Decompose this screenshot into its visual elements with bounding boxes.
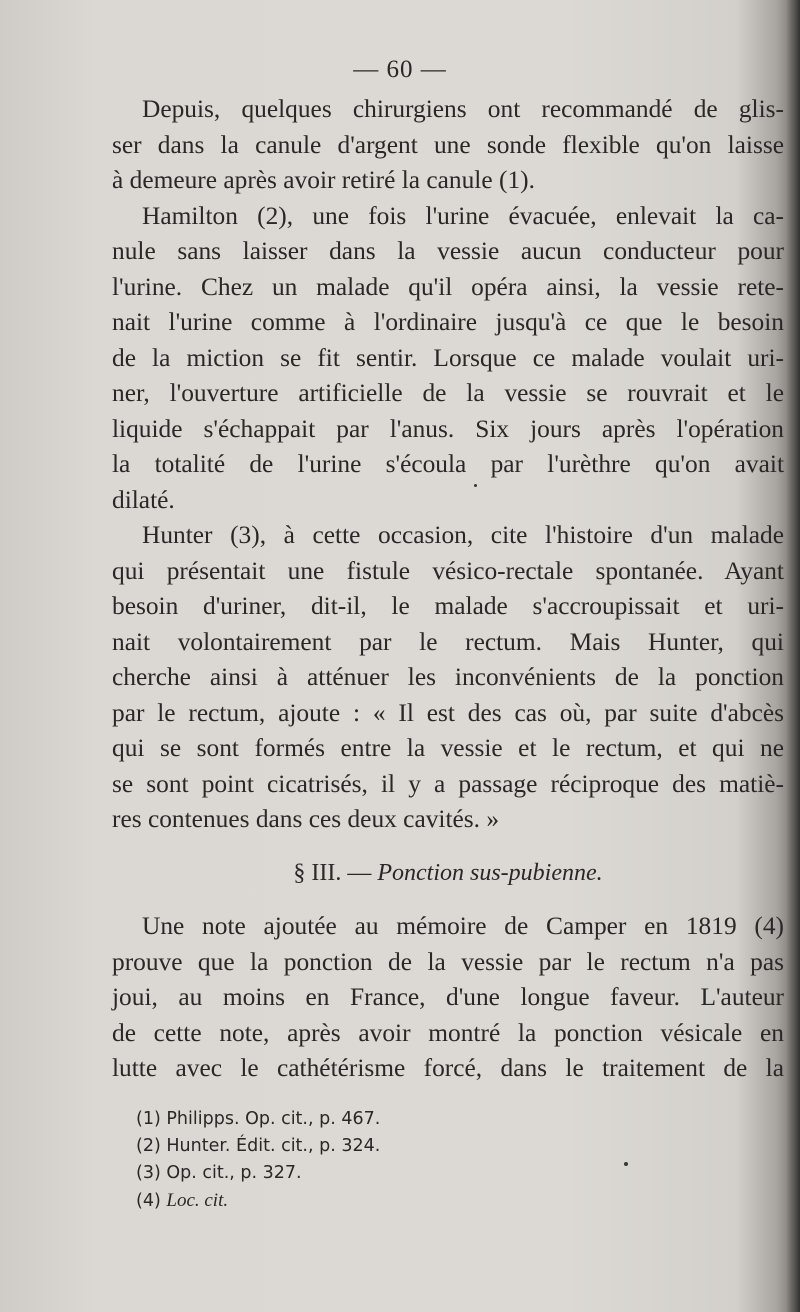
footnote-mark: (3) bbox=[136, 1163, 161, 1183]
footnote bbox=[136, 1106, 536, 1133]
text-line: Hunter (3), à cette occasion, cite l'histoire d'un malade bbox=[142, 521, 784, 549]
ink-speck bbox=[624, 1162, 628, 1166]
text-line: qui se sont formés entre la vessie et le rectum, et qui ne bbox=[112, 734, 784, 762]
footnote-mark: (4) bbox=[136, 1191, 161, 1211]
text-line: lutte avec le cathétérisme forcé, dans le traitement de la bbox=[112, 1054, 784, 1082]
body-text bbox=[112, 92, 784, 1087]
text-line: nule sans laisser dans la vessie aucun conducteur pour bbox=[112, 237, 784, 265]
footnote-text: Loc. cit. bbox=[166, 1190, 229, 1211]
text-line: qui présentait une fistule vésico-rectale spontanée. Ayant bbox=[112, 556, 784, 585]
page-edge-shadow bbox=[786, 0, 800, 1312]
footnote bbox=[136, 1187, 536, 1215]
footnote-mark: (2) bbox=[136, 1136, 161, 1156]
paragraph-4 bbox=[112, 909, 784, 1087]
section-number: § III. — bbox=[293, 859, 372, 886]
text-line: besoin d'uriner, dit-il, le malade s'accroupissait et uri- bbox=[112, 592, 784, 620]
footnote bbox=[136, 1160, 536, 1187]
text-line: Hamilton (2), une fois l'urine évacuée, enlevait la ca- bbox=[142, 201, 784, 230]
paragraph-2 bbox=[112, 199, 784, 519]
section-title: Ponction sus-pubienne. bbox=[377, 859, 603, 886]
footnotes bbox=[136, 1106, 536, 1215]
footnote bbox=[136, 1133, 536, 1160]
text-line: ner, l'ouverture artificielle de la vessie se rouvrait et le bbox=[112, 379, 784, 407]
text-line: res contenues dans ces deux cavités. » bbox=[112, 805, 500, 833]
text-line: prouve que la ponction de la vessie par le rectum n'a pas bbox=[112, 947, 784, 976]
text-line: à demeure après avoir retiré la canule (1). bbox=[112, 166, 535, 194]
ink-speck bbox=[474, 484, 477, 487]
text-line: dilaté. bbox=[112, 485, 175, 514]
footnote-text: Op. cit., p. 327. bbox=[166, 1163, 302, 1183]
section-heading bbox=[112, 856, 784, 892]
text-line: se sont point cicatrisés, il y a passage réciproque des matiè- bbox=[112, 769, 784, 798]
text-line: l'urine. Chez un malade qu'il opéra ainsi, la vessie rete- bbox=[112, 272, 784, 301]
text-line: joui, au moins en France, d'une longue faveur. L'auteur bbox=[112, 983, 784, 1011]
text-line: de cette note, après avoir montré la ponction vésicale en bbox=[112, 1018, 784, 1047]
text-line: par le rectum, ajoute : « Il est des cas où, par suite d'abcès bbox=[112, 698, 784, 727]
footnote-text: Philipps. Op. cit., p. 467. bbox=[166, 1109, 381, 1129]
text-line: nait volontairement par le rectum. Mais Hunter, qui bbox=[112, 627, 784, 656]
footnote-mark: (1) bbox=[136, 1109, 161, 1129]
text-line: cherche ainsi à atténuer les inconvénients de la ponction bbox=[112, 663, 784, 691]
text-line: Depuis, quelques chirurgiens ont recommandé de glis- bbox=[142, 95, 784, 123]
text-line: ser dans la canule d'argent une sonde flexible qu'on laisse bbox=[112, 130, 784, 159]
page-number: — 60 — bbox=[353, 56, 447, 83]
text-line: Une note ajoutée au mémoire de Camper en 1819 (4) bbox=[142, 912, 784, 940]
paragraph-3 bbox=[112, 518, 784, 838]
footnote-text: Hunter. Édit. cit., p. 324. bbox=[166, 1136, 381, 1156]
text-line: de la miction se fit sentir. Lorsque ce malade voulait uri- bbox=[112, 343, 784, 372]
text-line: nait l'urine comme à l'ordinaire jusqu'à ce que le besoin bbox=[112, 308, 784, 336]
text-line: liquide s'échappait par l'anus. Six jours après l'opération bbox=[112, 414, 784, 443]
paragraph-1 bbox=[112, 92, 784, 199]
text-line: la totalité de l'urine s'écoula par l'urèthre qu'on avait bbox=[112, 450, 784, 478]
